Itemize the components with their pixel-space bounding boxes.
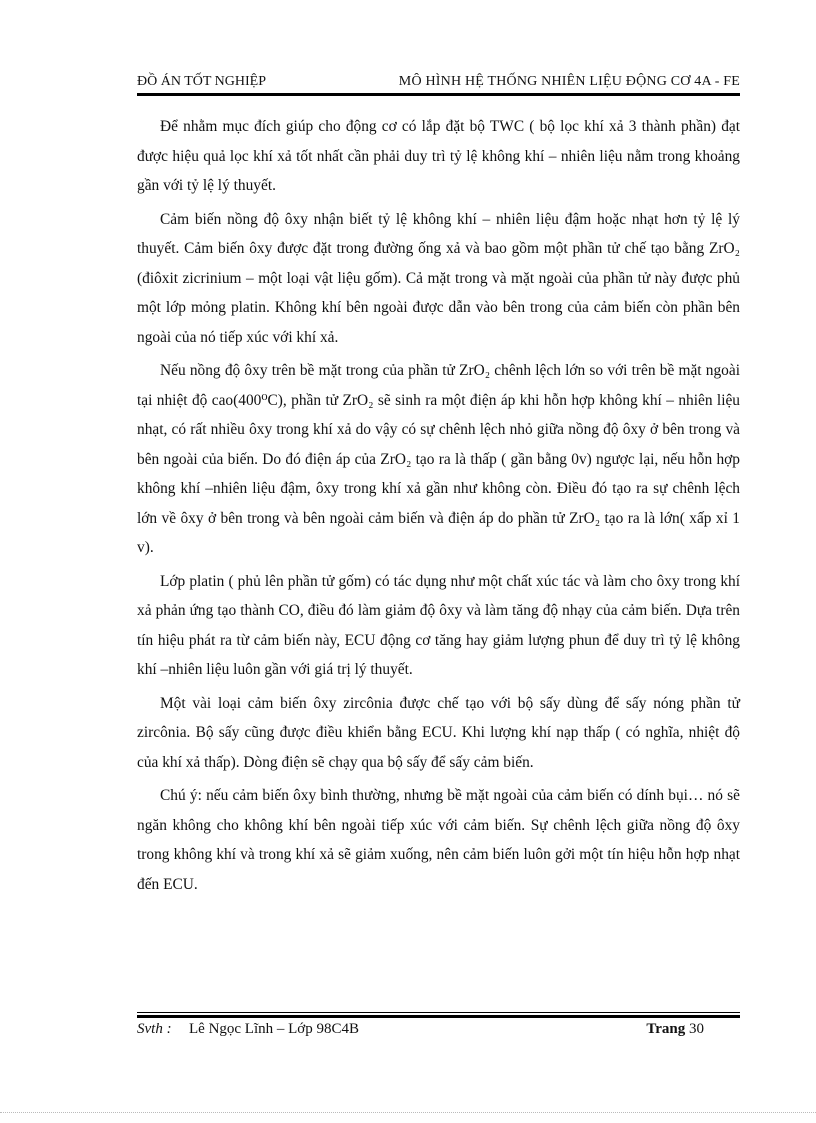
footer-rule-thick	[137, 1015, 740, 1018]
footer-svth-label: Svth :	[137, 1021, 172, 1037]
footer-rule-thin	[137, 1012, 740, 1013]
footer-page-number: 30	[689, 1021, 704, 1037]
footer-page-label: Trang	[646, 1021, 686, 1037]
header-rule	[137, 93, 740, 96]
footer-author: Lê Ngọc Lĩnh – Lớp 98C4B	[189, 1021, 359, 1037]
paragraph: Nếu nồng độ ôxy trên bề mặt trong của phần tử ZrO₂ chênh lệch lớn so với trên bề mặt ngoài tại nhiệt độ cao(400⁰C), phần tử ZrO₂ sẽ sinh ra một điện áp khi hỗn hợp không khí – nhiên liệu nhạt, có rất nhiều ôxy trong khí xả do vậy có sự chênh lệch nhỏ giữa nồng độ ôxy ở bên trong và bên ngoài của biến. Do đó điện áp của ZrO₂ tạo ra là thấp ( gần bằng 0v) ngược lại, nếu hỗn hợp không khí –nhiên liệu đậm, ôxy trong khí xả gần như không còn. Điều đó tạo ra sự chênh lệch lớn về ôxy ở bên trong và bên ngoài cảm biến và điện áp do phần tử ZrO₂ tạo ra là lớn( xấp xỉ 1 v).	[137, 362, 740, 556]
paragraph: Một vài loại cảm biến ôxy zircônia được chế tạo với bộ sấy dùng để sấy nóng phần tử zircônia. Bộ sấy cũng được điều khiển bằng ECU. Khi lượng khí nạp thấp ( có nghĩa, nhiệt độ của khí xả thấp). Dòng điện sẽ chạy qua bộ sấy để sấy cảm biến.	[137, 694, 740, 771]
paragraph: Để nhằm mục đích giúp cho động cơ có lắp đặt bộ TWC ( bộ lọc khí xả 3 thành phần) đạt được hiệu quả lọc khí xả tốt nhất cần phải duy trì tỷ lệ không khí – nhiên liệu nằm trong khoảng gần với tỷ lệ lý thuyết.	[137, 118, 740, 194]
paragraph: Lớp platin ( phủ lên phần tử gốm) có tác dụng như một chất xúc tác và làm cho ôxy trong khí xả phản ứng tạo thành CO, điều đó làm giảm độ ôxy và làm tăng độ nhạy của cảm biến. Dựa trên tín hiệu phát ra từ cảm biến này, ECU động cơ tăng hay giảm lượng phun để duy trì tỷ lệ không khí –nhiên liệu luôn gần với giá trị lý thuyết.	[137, 572, 740, 678]
page-bottom-edge	[0, 1112, 816, 1113]
footer-page	[646, 1021, 704, 1038]
paragraph: Cảm biến nồng độ ôxy nhận biết tỷ lệ không khí – nhiên liệu đậm hoặc nhạt hơn tỷ lệ lý thuyết. Cảm biến ôxy được đặt trong đường ống xả và bao gồm một phần tử chế tạo bằng ZrO₂ (điôxit zicrinium – một loại vật liệu gốm). Cả mặt trong và mặt ngoài của phần tử này được phủ một lớp mỏng platin. Không khí bên ngoài được dẫn vào bên trong của cảm biến còn phần bên ngoài của nó tiếp xúc với khí xả.	[137, 210, 740, 346]
header-right-title: MÔ HÌNH HỆ THỐNG NHIÊN LIỆU ĐỘNG CƠ 4A - FE	[398, 74, 740, 89]
page-footer	[137, 1021, 740, 1041]
header-left-title: ĐỒ ÁN TỐT NGHIỆP	[137, 74, 266, 89]
page-header	[137, 74, 740, 92]
paragraph: Chú ý: nếu cảm biến ôxy bình thường, nhưng bề mặt ngoài của cảm biến có dính bụi… nó sẽ ngăn không cho không khí bên ngoài tiếp xúc với cảm biến. Sự chênh lệch giữa nồng độ ôxy trong không khí và trong khí xả sẽ giảm xuống, nên cảm biến luôn gởi một tín hiệu hỗn hợp nhạt đến ECU.	[137, 787, 740, 893]
document-body	[137, 112, 740, 903]
